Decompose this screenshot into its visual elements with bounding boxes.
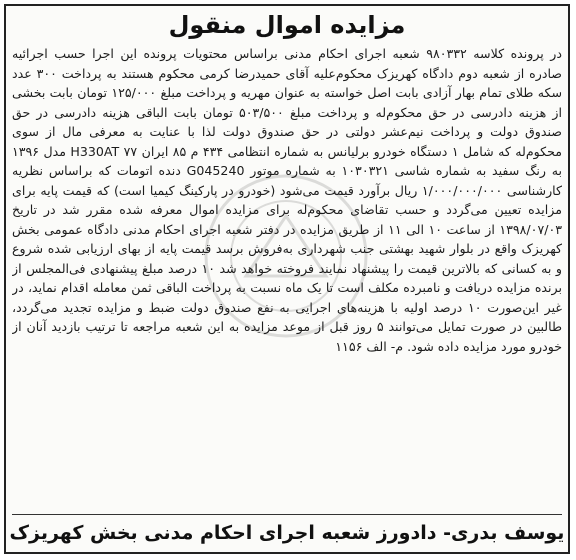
signature-divider [12,514,562,515]
notice-title: مزایده اموال منقول [168,11,406,39]
auction-notice [4,4,570,554]
notice-body: در پرونده کلاسه ۹۸۰۳۳۲ شعبه اجرای احکام مدنی براساس محتویات پرونده این اجرا حسب اجرائیه صادره از شعبه دوم دادگاه کهریزک محکوم‌علیه آقای حمیدرضا کرمی محکوم هستند به پرداخت ۳۰۰ عدد سکه طلای تمام بهار آزادی بابت اصل خواسته به عنوان مهریه و پرداخت مبلغ ۱۲۵/۰۰۰ تومان بابت بخشی از هزینه دادرسی در حق محکوم‌له و پرداخت مبلغ ۵۰۳/۵۰۰ تومان بابت الباقی هزینه دادرسی در حق صندوق دولت و پرداخت نیم‌عشر دولتی در حق صندوق دولت لذا با عنایت به معرفی مال از سوی محکوم‌له که شامل ۱ دستگاه خودرو برلیانس به شماره انتظامی ۴۳۴ م ۸۵ ایران ۷۷ H330AT مدل ۱۳۹۶ به رنگ سفید به شماره شاسی ۱۰۳۰۳۲۱ به شماره موتور G045240 دنده اتومات که براساس نظریه کارشناسی ۱/۰۰۰/۰۰۰/۰۰۰ ریال برآورد قیمت می‌شود (خودرو در پارکینگ کیمیا است) که قیمت پایه برای مزایده تعیین می‌گردد و حسب تقاضای محکوم‌له برای مزایده اموال معرفه شده مقرر شد در تاریخ ۱۳۹۸/۰۷/۰۳ از ساعت ۱۰ الی ۱۱ از طریق مزایده در دفتر شعبه اجرای احکام مدنی دادگاه عمومی بخش کهریزک واقع در بلوار شهید بهشتی جنب شهرداری به‌فروش برسد قیمت پایه از بهای ارزیابی شده شروع و به کسانی که بالاترین قیمت را پیشنهاد نمایند فروخته خواهد شد ۱۰ درصد مبلغ پیشنهادی فی‌المجلس از برنده مزایده دریافت و نامبرده مکلف است تا یک ماه نسبت به پرداخت الباقی ثمن معامله اقدام نماید، در غیر این‌صورت ۱۰ درصد اولیه با هزینه‌های اجرایی به نفع صندوق دولت ضبط و مزایده تجدید می‌گردد، طالبین در صورت تمایل می‌توانند ۵ روز قبل از موعد مزایده به این شعبه مراجعه تا ترتیب بازدید آنان از خودرو مورد مزایده داده شود. م- الف ۱۱۵۶ [12,46,562,354]
signature: یوسف بدری- دادورز شعبه اجرای احکام مدنی بخش کهریزک [9,522,565,544]
